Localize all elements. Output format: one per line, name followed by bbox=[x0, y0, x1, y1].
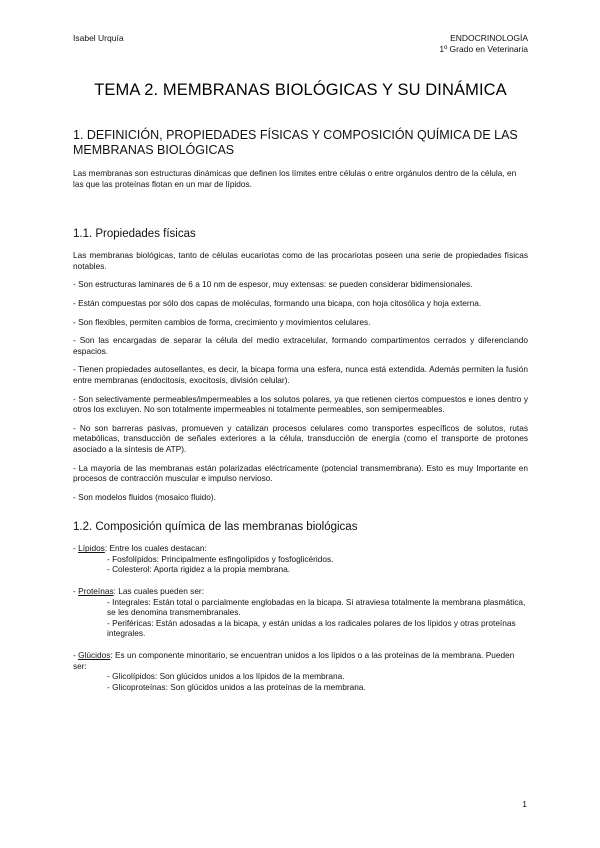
page-content bbox=[73, 80, 528, 692]
header-author: Isabel Urquía bbox=[73, 33, 124, 43]
property-bullet: - Tienen propiedades autosellantes, es decir, la bicapa forma una esfera, nunca está extendida. Además permiten la fusión entre membranas (endocitosis, exocitosis, división celular). bbox=[73, 364, 528, 385]
proteinas-line bbox=[73, 586, 528, 597]
property-bullet: - Están compuestas por sólo dos capas de moléculas, formando una bicapa, con hoja citosólica y hoja externa. bbox=[73, 297, 482, 308]
page-header bbox=[73, 33, 528, 63]
proteinas-group bbox=[73, 586, 528, 639]
lipidos-line bbox=[73, 543, 528, 554]
section-1-intro: Las membranas son estructuras dinámicas que definen los límites entre células o entre orgánulos dentro de la célula, en las que las proteínas flotan en un mar de lípidos. bbox=[73, 168, 517, 189]
section-1-1-intro: Las membranas biológicas, tanto de células eucariotas como de las procariotas poseen una serie de propiedades físicas notables. bbox=[73, 250, 528, 271]
composition-list bbox=[73, 543, 528, 692]
glucidos-group bbox=[73, 650, 528, 692]
lipidos-item: - Fosfolípidos: Principalmente esfingolípidos y fosfoglicéridos. bbox=[107, 553, 334, 564]
page-number: 1 bbox=[522, 799, 527, 809]
property-bullet: - Son modelos fluidos (mosaico fluido). bbox=[73, 491, 216, 502]
section-1-1-heading: 1.1. Propiedades físicas bbox=[73, 228, 196, 241]
proteinas-item: - Integrales: Están total o parcialmente englobadas en la bicapa. Si atraviesa totalmente la membrana plasmática, se les denomina transmembranales. bbox=[107, 596, 526, 618]
property-bullet: - Son flexibles, permiten cambios de forma, crecimiento y movimientos celulares. bbox=[73, 316, 371, 327]
glucidos-label: Glúcidos bbox=[78, 650, 111, 661]
property-bullet: - No son barreras pasivas, promueven y catalizan procesos celulares como transportes específicos de solutos, rutas metabólicas, transducción de señales exteriores a la célula, transducción de energía (como el transporte de protones asociado a la síntesis de ATP). bbox=[73, 422, 528, 454]
header-course: 1º Grado en Veterinaria bbox=[439, 44, 528, 54]
proteinas-text: : Las cuales pueden ser: bbox=[113, 586, 204, 597]
property-bullet: - Son selectivamente permeables/impermeables a los solutos polares, ya que retienen ciertos compuestos e iones dentro y otros los excluyen. No son totalmente impermeables ni totalmente permeables, son semipermeables. bbox=[73, 393, 528, 415]
property-bullet: - Son estructuras laminares de 6 a 10 nm de espesor, muy extensas: se pueden considerar bidimensionales. bbox=[73, 279, 473, 290]
proteinas-label: Proteínas bbox=[78, 586, 114, 597]
section-1-heading: 1. DEFINICIÓN, PROPIEDADES FÍSICAS Y COMPOSICIÓN QUÍMICA DE LAS MEMBRANAS BIOLÓGICAS bbox=[73, 128, 518, 157]
property-bullet: - Son las encargadas de separar la célula del medio extracelular, formando compartimentos cerrados y diferenciando espacios. bbox=[73, 335, 528, 356]
lipidos-item: - Colesterol: Aporta rigidez a la propia membrana. bbox=[107, 564, 291, 575]
proteinas-dash: - bbox=[73, 586, 79, 597]
glucidos-dash: - bbox=[73, 650, 79, 661]
section-1-2-heading: 1.2. Composición química de las membranas biológicas bbox=[73, 521, 358, 534]
glucidos-item: - Glicoproteínas: Son glúcidos unidos a las proteínas de la membrana. bbox=[107, 681, 366, 692]
lipidos-text: : Entre los cuales destacan: bbox=[104, 543, 207, 554]
lipidos-label: Lípidos bbox=[78, 543, 105, 554]
header-subject: ENDOCRINOLOGÍA bbox=[450, 33, 528, 43]
document-title: TEMA 2. MEMBRANAS BIOLÓGICAS Y SU DINÁMICA bbox=[94, 81, 507, 99]
proteinas-item: - Periféricas: Están adosadas a la bicapa, y están unidas a los radicales polares de los lípidos y otras proteínas integrales. bbox=[107, 617, 516, 639]
glucidos-text: : Es un componente minoritario, se encuentran unidos a los lípidos o a las proteínas de la membrana. Pueden ser: bbox=[73, 650, 515, 671]
header-right bbox=[439, 33, 528, 55]
property-bullet: - La mayoría de las membranas están polarizadas eléctricamente (potencial transmembrana). Esto es muy Importante en procesos de contracción muscular e impulso nervioso. bbox=[73, 462, 528, 484]
glucidos-line bbox=[73, 650, 528, 671]
lipidos-group bbox=[73, 543, 528, 575]
lipidos-dash: - bbox=[73, 543, 79, 554]
glucidos-item: - Glicolípidos: Son glúcidos unidos a los lípidos de la membrana. bbox=[107, 671, 345, 682]
